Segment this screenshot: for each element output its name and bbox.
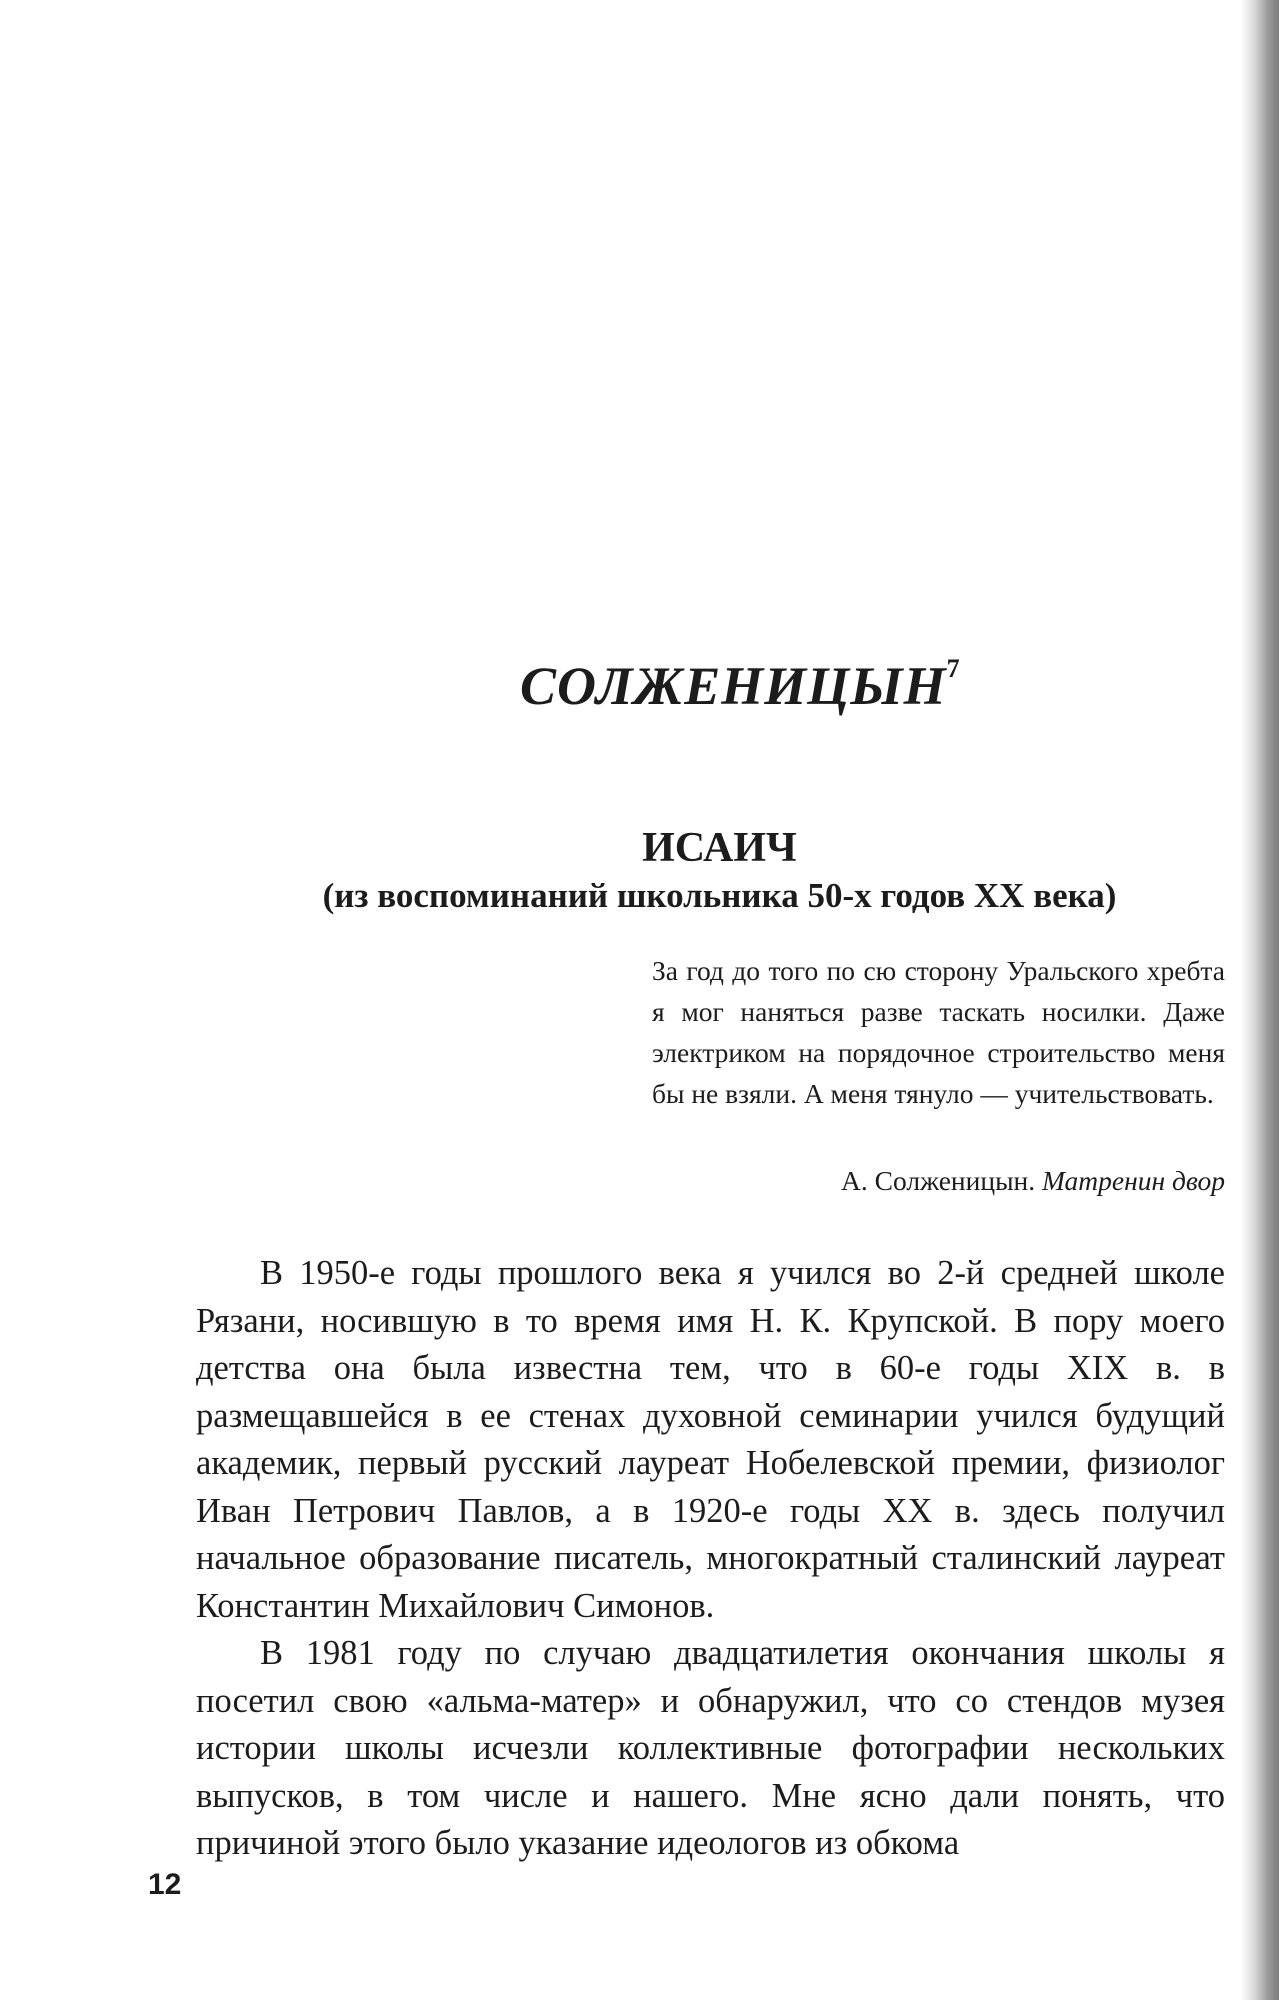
body-text [196,1250,1225,1868]
page-edge-shadow [1241,0,1279,2000]
footnote-ref: 7 [946,654,961,683]
paragraph: В 1950-е годы прошлого века я учился во 2-й средней школе Рязани, носившую в то время имя Н. К. Крупской. В пору моего детства она была известна тем, что в 60-е годы XIX в. в размещавшейся в ее стенах духовной семинарии учился будущий академик, первый русский лауреат Нобелевской премии, физиолог Иван Петрович Павлов, а в 1920-е годы XX в. здесь получил начальное образование писатель, многократный сталинский лауреат Константин Михайлович Симонов. [196,1254,1225,1625]
epigraph-source [841,1165,1225,1197]
section-subtitle: (из воспоминаний школьника 50-х годов XX века) [322,876,1117,915]
epigraph-author: А. Солженицын. [841,1165,1036,1196]
epigraph-text: За год до того по сю сторону Уральского хребта я мог наняться разве таскать носилки. Даже электриком на порядочное строительство меня бы не взяли. А меня тянуло — учительствовать. [652,955,1225,1109]
section-title: ИСАИЧ [642,825,797,871]
paragraph: В 1981 году по случаю двадцатилетия окончания школы я посетил свою «альма-матер» и обнаружил, что со стендов музея истории школы исчезли коллективные фотографии нескольких выпусков, в том числе и нашего. Мне ясно дали понять, что причиной этого было указание идеологов из обкома [196,1634,1225,1862]
page-number: 12 [148,1868,182,1901]
chapter-title-text: СОЛЖЕНИЦЫН [520,656,947,716]
epigraph-work: Матренин двор [1042,1165,1225,1196]
chapter-title [520,655,961,717]
